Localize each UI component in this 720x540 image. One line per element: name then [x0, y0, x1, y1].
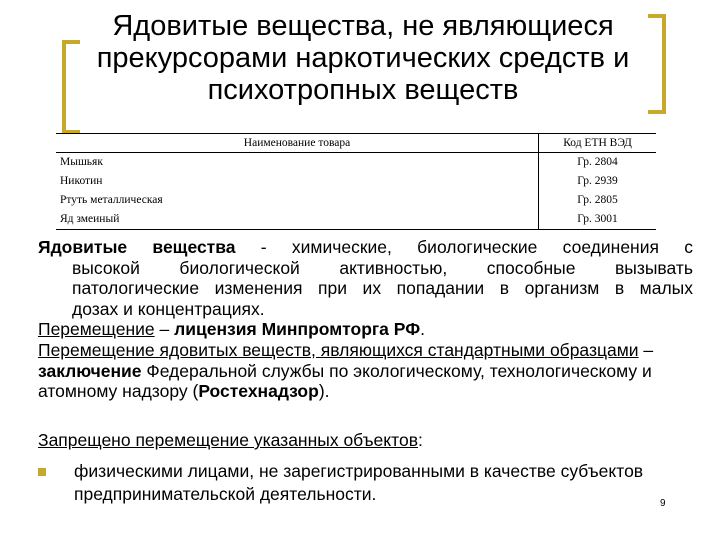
- movement-end: .: [420, 319, 426, 339]
- column-header-code: Код ЕТН ВЭД: [563, 137, 632, 149]
- prohibition-heading: [38, 430, 693, 451]
- movement-requirement: лицензия Минпромторга РФ: [174, 319, 421, 339]
- column-header-name: Наименование товара: [56, 134, 539, 152]
- definition-line-2: высокой биологической активностью, способные вызывать: [72, 257, 693, 278]
- definition-continuation: [38, 258, 693, 320]
- standards-agency: Ростехнадзор: [198, 381, 319, 401]
- cell-name: Мышьяк: [56, 153, 539, 172]
- standards-label: Перемещение ядовитых веществ, являющихся стандартными образцами: [38, 340, 639, 360]
- movement-dash: –: [154, 319, 175, 339]
- movement-label: Перемещение: [38, 319, 155, 339]
- standards-dash: –: [638, 340, 654, 360]
- definition-line-4: дозах и концентрациях.: [72, 298, 265, 319]
- standards-authority: Федеральной службы по экологическому, технологическому и атомному надзору (: [38, 360, 652, 401]
- standards-paragraph: [38, 340, 693, 402]
- cell-name: Никотин: [56, 172, 539, 191]
- right-bracket-decoration: [648, 14, 666, 114]
- cell-code: Гр. 2804: [577, 156, 618, 168]
- page-number: 9: [660, 498, 666, 509]
- prohibition-label: Запрещено перемещение указанных объектов: [38, 430, 418, 450]
- definition-paragraph: [38, 237, 693, 319]
- cell-code: Гр. 2939: [577, 175, 618, 187]
- goods-table: [56, 133, 656, 230]
- definition-line-1: [38, 237, 693, 258]
- table-row: [56, 172, 656, 191]
- standards-end: ).: [318, 381, 330, 401]
- movement-paragraph: [38, 319, 693, 340]
- cell-code: Гр. 2805: [577, 194, 618, 206]
- square-bullet-icon: [38, 468, 46, 476]
- cell-code: Гр. 3001: [577, 213, 618, 225]
- definition-line-3: патологические изменения при их попадании в организм в малых: [72, 278, 693, 298]
- bullet-text: физическими лицами, не зарегистрированными в качестве субъектов предпринимательской деятельности.: [74, 461, 644, 504]
- standards-conclusion: заключение: [38, 360, 142, 381]
- table-row: [56, 210, 656, 230]
- cell-name: Ртуть металлическая: [56, 191, 539, 210]
- table-row: [56, 153, 656, 172]
- list-item: [38, 460, 658, 506]
- table-row: [56, 191, 656, 210]
- cell-name: Яд змеиный: [56, 210, 539, 229]
- table-header-row: [56, 133, 656, 153]
- prohibition-colon: :: [418, 430, 423, 450]
- slide-title: Ядовитые вещества, не являющиеся прекурсорами наркотических средств и психотропных веществ: [96, 10, 630, 106]
- definition-term: Ядовитые вещества: [38, 237, 236, 257]
- definition-line-1-text: - химические, биологические соединения с: [235, 237, 693, 257]
